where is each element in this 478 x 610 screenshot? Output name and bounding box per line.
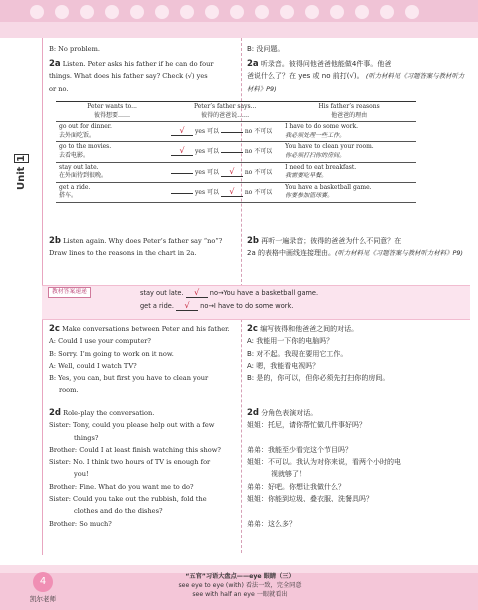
section-2d: 2d Role-play the conversation. Sister: Tony, could you please help out with a few things? Brother: Could I at least finish watching this show? Sister: No. I think two hours of TV is enough for you! Brother: Fine. What do you want me to do? Sister: Could you take out the rubbish, fold the clothes and do the dishes? Brother: So much? xyxy=(49,408,221,528)
no-check-box[interactable]: √ xyxy=(221,168,243,177)
answer-key-tag: 教材答案速递 xyxy=(48,287,91,298)
no-check-box[interactable]: √ xyxy=(221,188,243,197)
left-top-line: B: No problem. xyxy=(49,45,100,53)
section-2d-cn: 2d 分角色表演对话。 姐姐：托尼，请你帮忙做几件事好吗？ 弟弟：我能至少看完这个节目吗？ 姐姐：不可以。我认为对你来说，看两个小时的电 视就够了！ 弟弟：好吧。你想让我做什么？ 姐姐：你能到垃圾、叠衣服、洗餐具吗？ 弟弟：这么多？ xyxy=(247,408,401,528)
section-2b-instructions-cn: 2b 再听一遍录音；彼得的爸爸为什么不同意？在 2a 的表格中画线连接理由。(听力材料见《习题答案与教材听力材料》P9) xyxy=(247,236,463,258)
section-2a-number: 2a xyxy=(49,59,61,69)
no-check-box[interactable] xyxy=(221,132,243,133)
footer-idioms: “五官”习语大盘点——eye 眼睛（三） see eye to eye (with) 看法一致，完全同意 see with half an eye 一眼就看出 xyxy=(178,573,302,598)
section-2b-instructions: 2b Listen again. Why does Peter’s father say “no”? Draw lines to the reasons in the chart in 2a. xyxy=(49,236,223,258)
section-2a-instructions: 2a Listen. Peter asks his father if he can do four things. What does his father say? Check (√) yes or no. xyxy=(49,59,214,93)
yes-check-box[interactable] xyxy=(171,193,193,194)
section-2c: 2c Make conversations between Peter and his father. A: Could I use your computer? B: Sorry. I’m going to work on it now. A: Well, could I watch TV? B: Yes, you can, but first you have to clean your room. xyxy=(49,324,230,395)
table-row: go to the movies. 去看电影。 √ yes 可以 no 不可以 You have to clean your room. 你必须打扫你的房间。 xyxy=(56,142,416,162)
brand-label: 凯尔老师 xyxy=(30,595,56,603)
activity-table xyxy=(56,101,416,203)
yes-check-box[interactable] xyxy=(171,173,193,174)
table-row: stay out late. 在外面待到很晚。 yes 可以 √ no 不可以 I need to eat breakfast. 我需要吃早餐。 xyxy=(56,162,416,182)
table-header-reasons: His father’s reasons 他爸爸的理由 xyxy=(282,102,416,122)
table-row: get a ride. 搭车。 yes 可以 √ no 不可以 You have a basketball game. 你要参加篮球赛。 xyxy=(56,182,416,202)
yes-check-box[interactable]: √ xyxy=(171,147,193,156)
table-header-wants: Peter wants to... 彼得想要…… xyxy=(56,102,168,122)
section-2a-instructions-cn: 2a 听录音。彼得问他爸爸他能做4件事。他爸 爸说什么了？在 yes 或 no 前打(√)。 (听力材料见《习题答案与教材听力材料》P9) xyxy=(247,59,465,93)
answer-key-lines: stay out late. √ no→You have a basketball game. get a ride. √ no→I have to do some work. xyxy=(140,288,319,310)
table-row: go out for dinner. 去外面吃饭。 √ yes 可以 no 不可以 I have to do some work. 我必须处理一些工作。 xyxy=(56,122,416,142)
right-top-line: B: 没问题。 xyxy=(247,45,285,53)
section-2c-cn: 2c 编写彼得和他爸爸之间的对话。 A: 我能用一下你的电脑吗？ B: 对不起。我现在要用它工作。 A: 嗯，我能看电视吗？ B: 是的，你可以，但你必须先打扫你的房间。 xyxy=(247,324,390,383)
page-number: 4 xyxy=(33,572,53,592)
table-header-says: Peter’s father says... 彼得的爸爸说…… xyxy=(168,102,282,122)
unit-tab: Unit 1 xyxy=(16,155,27,190)
no-check-box[interactable] xyxy=(221,152,243,153)
page-header-decoration xyxy=(0,0,478,38)
yes-check-box[interactable]: √ xyxy=(171,127,193,136)
